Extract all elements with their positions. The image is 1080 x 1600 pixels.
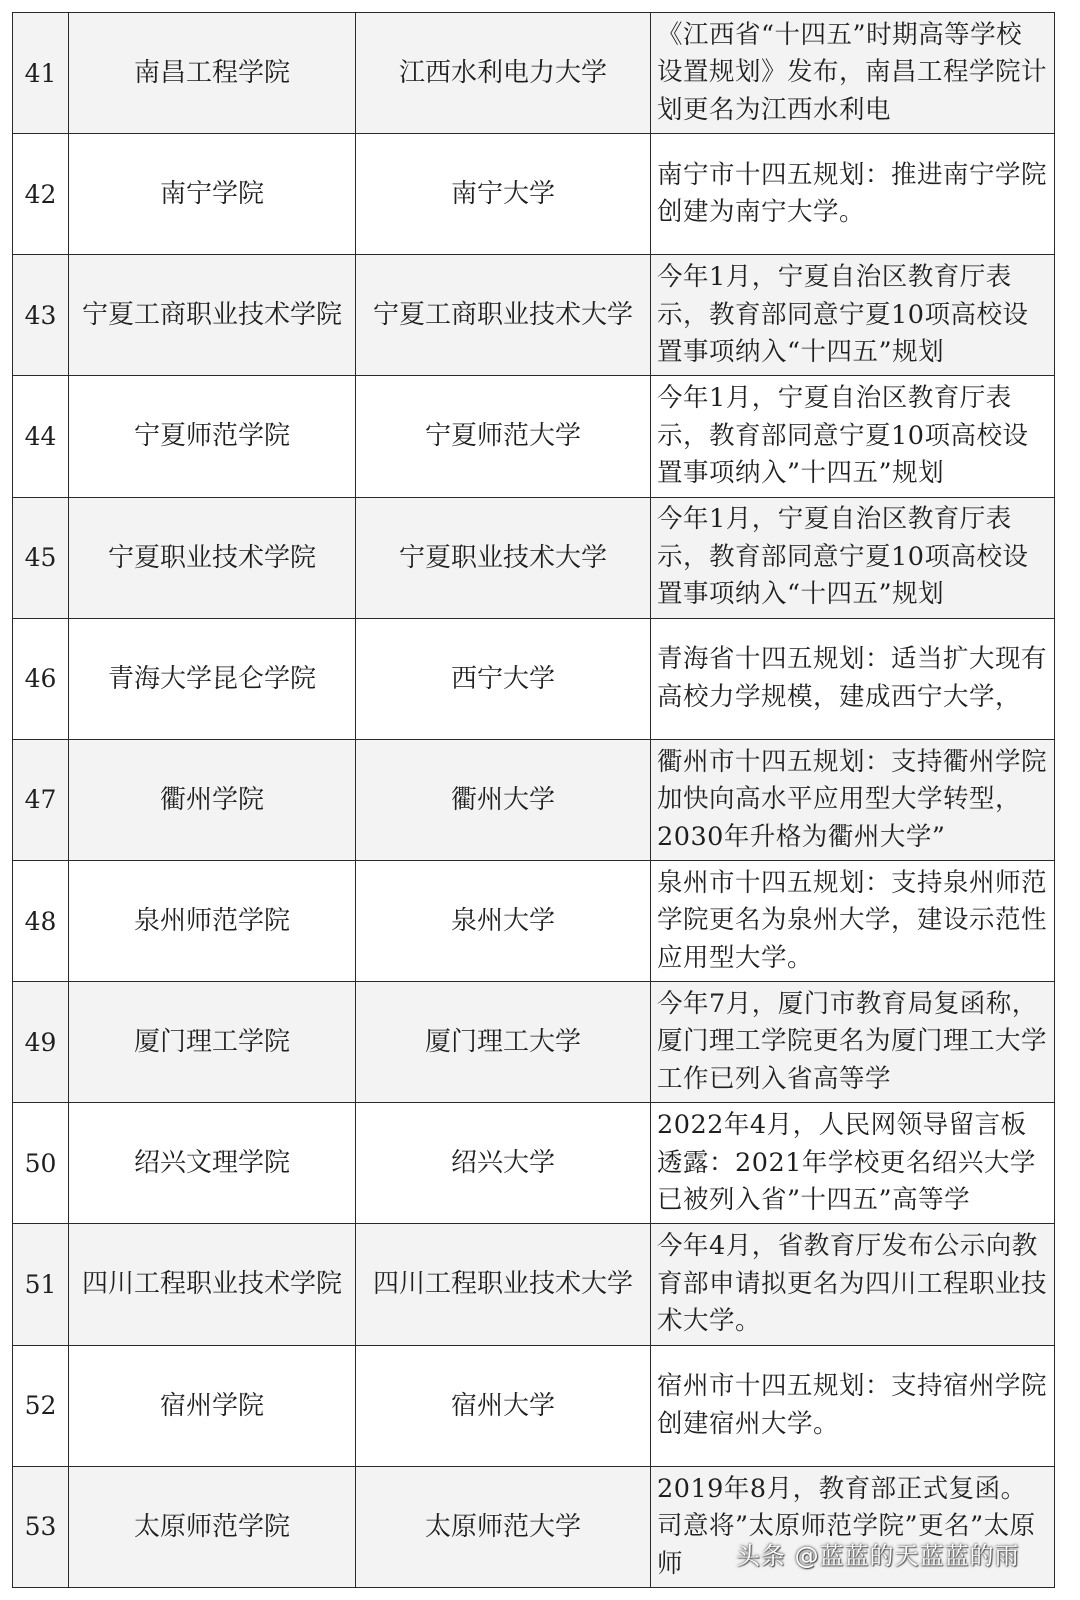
progress-note-cell <box>651 1103 1055 1224</box>
original-school-name: 青海大学昆仑学院 <box>69 618 356 739</box>
table-row <box>13 255 1055 376</box>
row-number: 43 <box>13 255 69 376</box>
table-row <box>13 982 1055 1103</box>
progress-note-cell <box>651 1224 1055 1345</box>
progress-note-cell <box>651 1345 1055 1466</box>
progress-note-cell <box>651 618 1055 739</box>
original-school-name: 南昌工程学院 <box>69 13 356 134</box>
original-school-name: 宁夏职业技术学院 <box>69 497 356 618</box>
row-number: 50 <box>13 1103 69 1224</box>
new-university-name: 衢州大学 <box>356 739 651 860</box>
progress-note-cell <box>651 497 1055 618</box>
new-university-name: 绍兴大学 <box>356 1103 651 1224</box>
progress-note: 泉州市十四五规划：支持泉州师范学院更名为泉州大学，建设示范性应用型大学。 <box>657 867 1048 973</box>
table-row <box>13 860 1055 981</box>
original-school-name: 宁夏师范学院 <box>69 376 356 497</box>
progress-note: 今年4月，省教育厅发布公示向教育部申请拟更名为四川工程职业技术大学。 <box>657 1231 1048 1337</box>
row-number: 42 <box>13 134 69 255</box>
new-university-name: 宁夏师范大学 <box>356 376 651 497</box>
progress-note: 2019年8月，教育部正式复函。司意将”太原师范学院”更名”太原师 <box>657 1473 1036 1579</box>
original-school-name: 宿州学院 <box>69 1345 356 1466</box>
progress-note: 今年1月，宁夏自治区教育厅表示，教育部同意宁夏10项高校设置事项纳入“十四五”规划 <box>657 504 1029 610</box>
progress-note-cell <box>651 255 1055 376</box>
progress-note-cell <box>651 376 1055 497</box>
original-school-name: 宁夏工商职业技术学院 <box>69 255 356 376</box>
original-school-name: 衢州学院 <box>69 739 356 860</box>
progress-note-cell <box>651 982 1055 1103</box>
progress-note: 今年1月，宁夏自治区教育厅表示，教育部同意宁夏10项高校设置事项纳入“十四五”规划 <box>657 262 1029 368</box>
row-number: 53 <box>13 1466 69 1587</box>
progress-note: 2022年4月，人民网领导留言板透露：2021年学校更名绍兴大学已被列入省”十四五”高等学 <box>657 1110 1036 1216</box>
progress-note: 南宁市十四五规划：推进南宁学院创建为南宁大学。 <box>657 159 1048 228</box>
progress-note-cell <box>651 860 1055 981</box>
table-row <box>13 618 1055 739</box>
table-row <box>13 497 1055 618</box>
row-number: 47 <box>13 739 69 860</box>
original-school-name: 厦门理工学院 <box>69 982 356 1103</box>
university-renaming-table <box>12 12 1055 1588</box>
new-university-name: 宁夏工商职业技术大学 <box>356 255 651 376</box>
original-school-name: 绍兴文理学院 <box>69 1103 356 1224</box>
new-university-name: 太原师范大学 <box>356 1466 651 1587</box>
table-row <box>13 13 1055 134</box>
table-row <box>13 134 1055 255</box>
table-row <box>13 376 1055 497</box>
new-university-name: 厦门理工大学 <box>356 982 651 1103</box>
new-university-name: 西宁大学 <box>356 618 651 739</box>
progress-note: 宿州市十四五规划：支持宿州学院创建宿州大学。 <box>657 1371 1048 1439</box>
progress-note: 今年1月，宁夏自治区教育厅表示，教育部同意宁夏10项高校设置事项纳入”十四五”规划 <box>657 383 1029 489</box>
new-university-name: 南宁大学 <box>356 134 651 255</box>
watermark-label: 头条 @蓝蓝的天蓝蓝的雨 <box>736 1542 1020 1570</box>
row-number: 45 <box>13 497 69 618</box>
new-university-name: 江西水利电力大学 <box>356 13 651 134</box>
row-number: 41 <box>13 13 69 134</box>
row-number: 46 <box>13 618 69 739</box>
new-university-name: 四川工程职业技术大学 <box>356 1224 651 1345</box>
progress-note-cell <box>651 739 1055 860</box>
row-number: 49 <box>13 982 69 1103</box>
progress-note-cell <box>651 13 1055 134</box>
original-school-name: 太原师范学院 <box>69 1466 356 1587</box>
table-row <box>13 1224 1055 1345</box>
document-table-container <box>12 12 1054 1588</box>
progress-note-cell <box>651 134 1055 255</box>
progress-note: 青海省十四五规划：适当扩大现有高校力学规模，建成西宁大学， <box>657 644 1048 712</box>
row-number: 44 <box>13 376 69 497</box>
original-school-name: 泉州师范学院 <box>69 860 356 981</box>
progress-note: 今年7月，厦门市教育局复函称，厦门理工学院更名为厦门理工大学工作已列入省高等学 <box>657 988 1048 1094</box>
row-number: 48 <box>13 860 69 981</box>
progress-note: 《江西省“十四五”时期高等学校设置规划》发布，南昌工程学院计划更名为江西水利电 <box>657 19 1048 125</box>
table-row <box>13 1345 1055 1466</box>
original-school-name: 南宁学院 <box>69 134 356 255</box>
original-school-name: 四川工程职业技术学院 <box>69 1224 356 1345</box>
new-university-name: 宿州大学 <box>356 1345 651 1466</box>
row-number: 52 <box>13 1345 69 1466</box>
table-row <box>13 1103 1055 1224</box>
table-row <box>13 739 1055 860</box>
new-university-name: 泉州大学 <box>356 860 651 981</box>
row-number: 51 <box>13 1224 69 1345</box>
new-university-name: 宁夏职业技术大学 <box>356 497 651 618</box>
progress-note: 衢州市十四五规划：支持衢州学院加快向高水平应用型大学转型，2030年升格为衢州大学” <box>657 746 1048 852</box>
